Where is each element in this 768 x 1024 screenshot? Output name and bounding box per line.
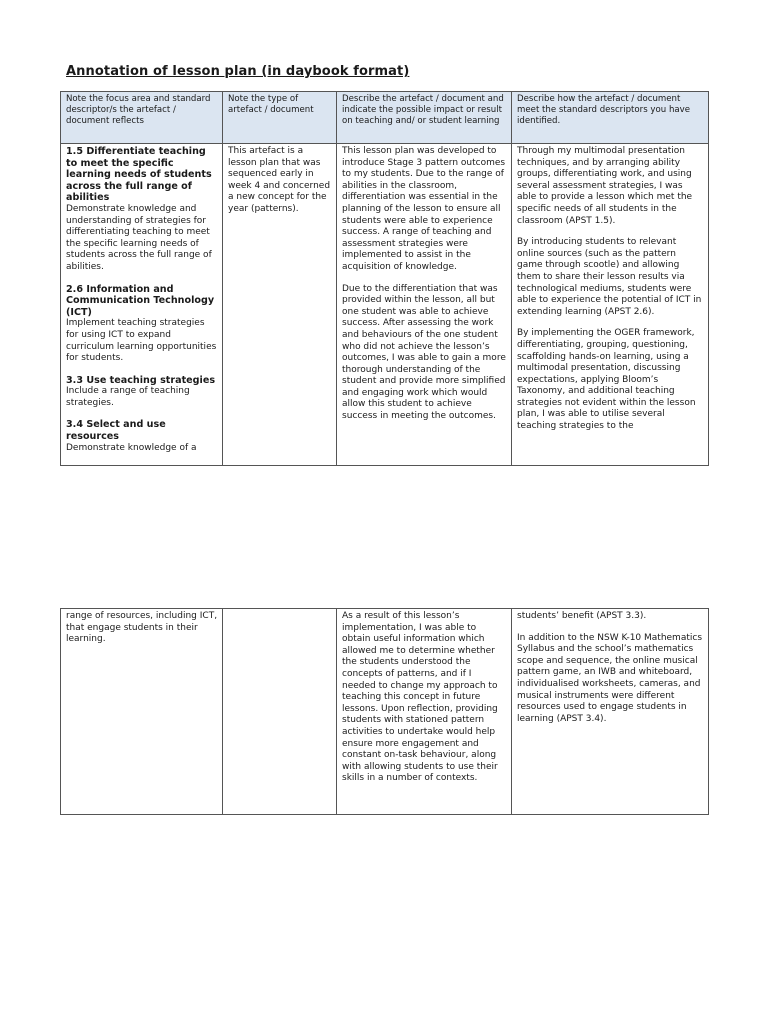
page-title: Annotation of lesson plan (in daybook format) bbox=[66, 64, 410, 79]
standards-met-paragraph: By introducing students to relevant online sources (such as the pattern game through scootle) and allowing them to share their lesson results via technological mediums, students were able to experience the potential of ICT in extending learning (APST 2.6). bbox=[517, 237, 702, 317]
standard-block bbox=[66, 284, 218, 365]
header-standards-met: Describe how the artefact / document meet the standard descriptors you have identified. bbox=[512, 92, 709, 144]
annotation-table bbox=[60, 91, 709, 466]
header-artefact-type: Note the type of artefact / document bbox=[223, 92, 337, 144]
standards-met-paragraph: By implementing the OGER framework, differentiating, grouping, questioning, scaffolding hands-on learning, using a multimodal presentation, discussing expectations, applying Bloom’s Taxonomy, and additional teaching strategies not evident within the lesson plan, I was able to utilise several teaching strategies to the bbox=[517, 328, 696, 432]
standards-met-paragraph: Through my multimodal presentation techniques, and by arranging ability groups, differentiating work, and using several assessment strategies, I was able to provide a lesson which met the specific needs of all students in the classroom (APST 1.5). bbox=[517, 146, 693, 226]
standards-met-paragraph: students’ benefit (APST 3.3). bbox=[517, 611, 647, 621]
header-description: Describe the artefact / document and indicate the possible impact or result on teaching and/ or student learning bbox=[337, 92, 512, 144]
standards-met-paragraph: In addition to the NSW K-10 Mathematics Syllabus and the school’s mathematics scope and sequence, the online musical pattern game, an IWB and whiteboard, individualised worksheets, cameras, and musical instruments were different resources used to engage students in learning (APST 3.4). bbox=[517, 632, 703, 724]
standards-met-cell bbox=[512, 144, 709, 466]
standard-block bbox=[66, 419, 218, 454]
annotation-table-continued bbox=[60, 608, 709, 815]
standard-block bbox=[66, 146, 218, 274]
artefact-type-cell bbox=[223, 609, 337, 815]
standard-text: Include a range of teaching strategies. bbox=[66, 386, 190, 408]
table-row bbox=[61, 609, 709, 815]
standards-cell bbox=[61, 144, 223, 466]
standard-text: Demonstrate knowledge and understanding of strategies for differentiating teaching to meet the specific learning needs of students across the full range of abilities. bbox=[66, 203, 212, 272]
description-cell bbox=[337, 144, 512, 466]
standard-title: 3.4 Select and use resources bbox=[66, 419, 166, 443]
artefact-type-cell: This artefact is a lesson plan that was sequenced early in week 4 and concerned a new concept for the year (patterns). bbox=[223, 144, 337, 466]
standard-title: 2.6 Information and Communication Technology (ICT) bbox=[66, 283, 215, 318]
table-header-row bbox=[61, 92, 709, 144]
standard-text: Demonstrate knowledge of a bbox=[66, 442, 197, 453]
description-paragraph: This lesson plan was developed to introduce Stage 3 pattern outcomes to my students. Due to the range of abilities in the classroom, differentiation was essential in the planning of the lesson to ensure all students were able to experience success. A range of teaching and assessment strategies were implemented to assist in the acquisition of knowledge. bbox=[342, 146, 506, 272]
standard-block bbox=[66, 375, 218, 410]
description-paragraph: Due to the differentiation that was provided within the lesson, all but one student was able to achieve success. After assessing the work and behaviours of the one student who did not achieve the lesson’s outcomes, I was able to gain a more thorough understanding of the student and provide more simplified and engaging work which would allow this student to achieve success in meeting the outcomes. bbox=[342, 283, 506, 422]
standards-met-cell bbox=[512, 609, 709, 815]
standard-title: 1.5 Differentiate teaching to meet the specific learning needs of students across the full range of abilities bbox=[66, 146, 212, 204]
standard-text: Implement teaching strategies for using ICT to expand curriculum learning opportunities for students. bbox=[66, 318, 217, 364]
description-cell: As a result of this lesson’s implementation, I was able to obtain useful information which allowed me to determine whether the students understood the concepts of patterns, and if I needed to change my approach to teaching this concept in future lessons. Upon reflection, providing students with stationed pattern activities to undertake would help ensure more engagement and constant on-task behaviour, along with allowing students to use their skills in a number of contexts. bbox=[337, 609, 512, 815]
header-focus-area: Note the focus area and standard descriptor/s the artefact / document reflects bbox=[61, 92, 223, 144]
standard-title: 3.3 Use teaching strategies bbox=[66, 374, 216, 386]
standards-cell: range of resources, including ICT, that engage students in their learning. bbox=[61, 609, 223, 815]
table-row bbox=[61, 144, 709, 466]
